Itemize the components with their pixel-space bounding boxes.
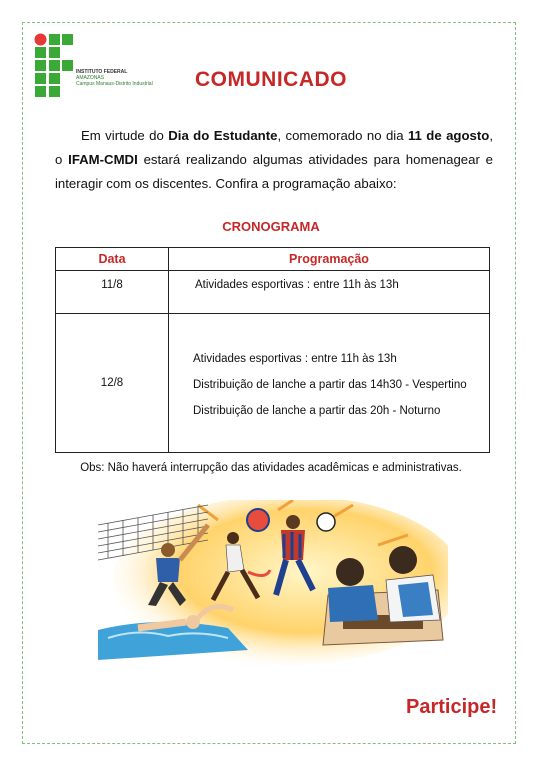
soccer-ball [317, 513, 335, 531]
logo-line-2: AMAZONAS [76, 75, 105, 82]
schedule-title: CRONOGRAMA [222, 219, 320, 234]
intro-text-3: , o [55, 128, 493, 167]
intro-text-1: Em virtude do [81, 128, 169, 143]
intro-text-4: estará realizando algumas atividades para homenagear e interagir com os discentes. Confira a programação abaixo: [55, 152, 493, 191]
row-activities [169, 314, 490, 453]
activity-item: Distribuição de lanche a partir das 20h - Noturno [193, 404, 441, 417]
activity-item: Atividades esportivas : entre 11h às 13h [193, 352, 397, 365]
row-activities [169, 271, 490, 314]
table-row [56, 271, 490, 314]
header-program: Programação [169, 248, 490, 271]
page-title: COMUNICADO [195, 68, 347, 91]
activity-item: Atividades esportivas : entre 11h às 13h [195, 279, 399, 291]
logo-line-3: Campus Manaus-Distrito Industrial [76, 81, 153, 88]
volleyball-ball [247, 509, 269, 531]
header-date: Data [56, 248, 169, 271]
intro-bold-campus: IFAM-CMDI [68, 152, 138, 167]
logo-red-dot [35, 34, 47, 46]
observation-note: Obs: Não haverá interrupção das atividades acadêmicas e administrativas. [80, 462, 462, 474]
sports-illustration [98, 500, 448, 665]
activity-item: Distribuição de lanche a partir das 14h30 - Vespertino [193, 378, 467, 391]
intro-bold-event: Dia do Estudante [168, 128, 278, 143]
table-row [56, 314, 490, 453]
intro-paragraph [55, 124, 493, 196]
row-date: 11/8 [56, 271, 169, 314]
table-header-row [56, 248, 490, 271]
intro-text-2: , comemorado no dia [277, 128, 408, 143]
call-to-action: Participe! [406, 696, 498, 718]
logo-line-1: INSTITUTO FEDERAL [76, 69, 128, 75]
row-date: 12/8 [56, 314, 169, 453]
intro-bold-date: 11 de agosto [407, 128, 490, 143]
schedule-table [55, 247, 490, 453]
